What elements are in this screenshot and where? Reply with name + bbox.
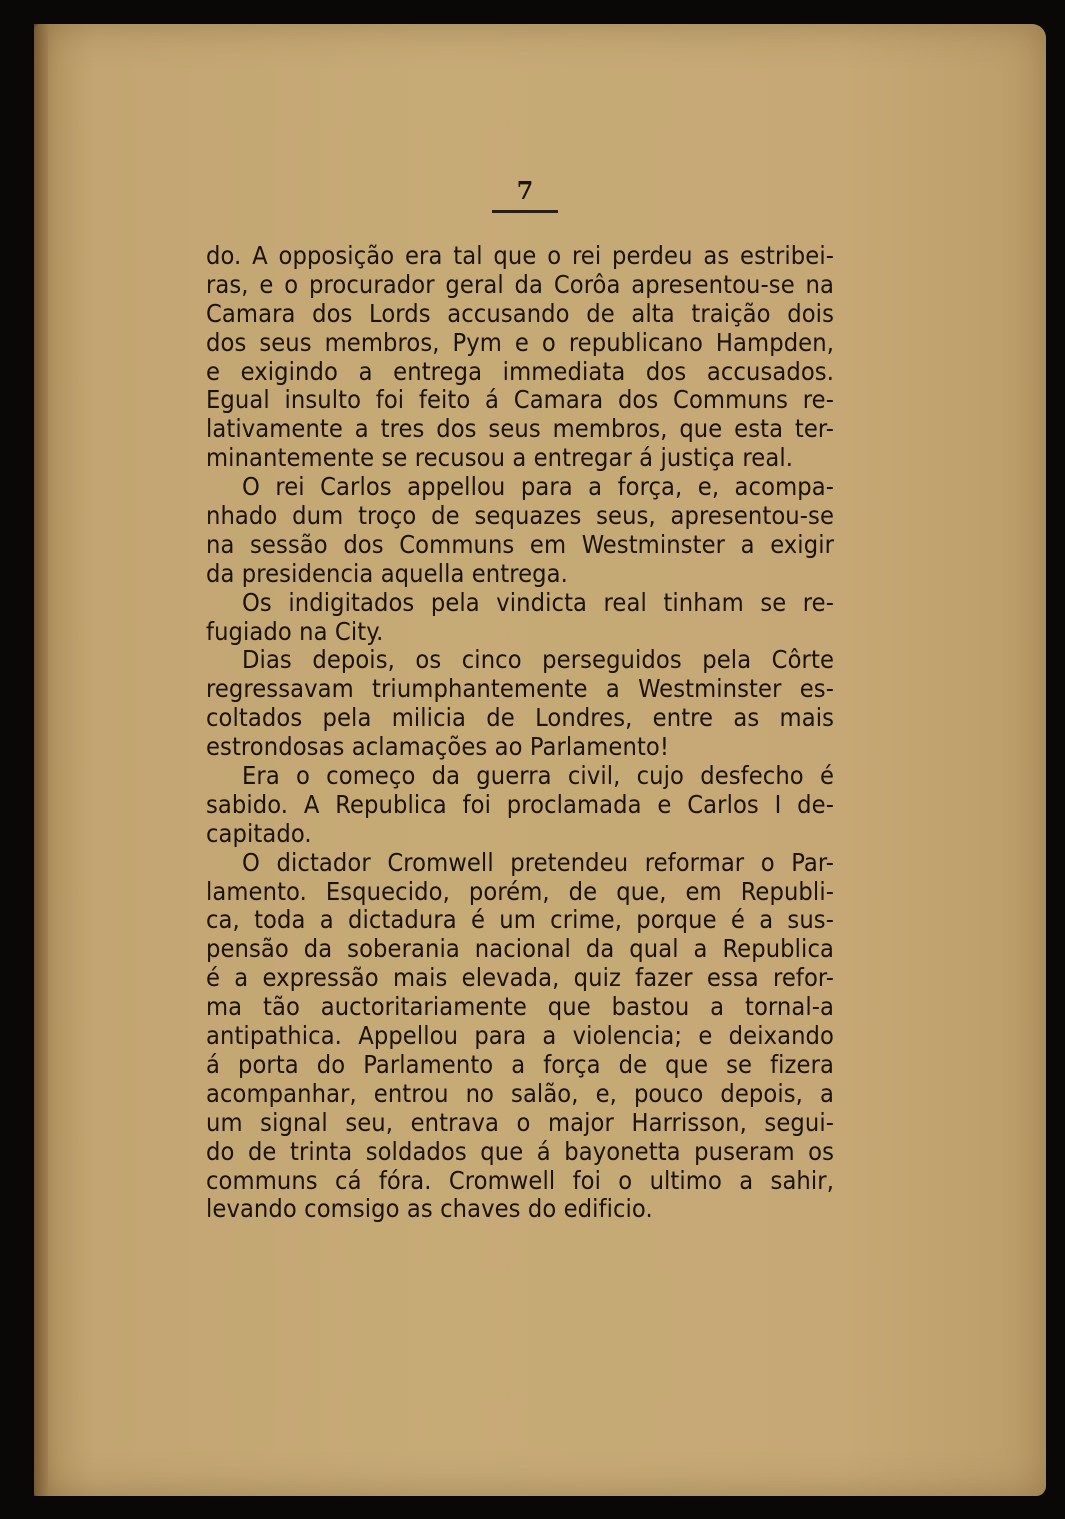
page-number-rule <box>492 210 558 213</box>
text-line: coltados pela milicia de Londres, entre as mais <box>206 703 834 733</box>
text-line: dos seus membros, Pym e o republicano Hampden, <box>206 327 834 357</box>
text-line: da presidencia aquella entrega. <box>206 558 568 588</box>
text-line: Dias depois, os cinco perseguidos pela Côrte <box>242 645 834 675</box>
text-line: Egual insulto foi feito á Camara dos Communs re- <box>206 385 834 415</box>
text-line: levando comsigo as chaves do edificio. <box>206 1194 653 1224</box>
page-number: 7 <box>516 176 534 205</box>
text-line: O dictador Cromwell pretendeu reformar o Par- <box>242 847 834 877</box>
text-line: capitado. <box>206 818 312 848</box>
text-line: e exigindo a entrega immediata dos accusados. <box>206 356 834 386</box>
text-line: Era o começo da guerra civil, cujo desfecho é <box>242 761 834 791</box>
text-line: O rei Carlos appellou para a força, e, acompa- <box>242 472 834 502</box>
text-line: fugiado na City. <box>206 616 384 646</box>
text-line: lativamente a tres dos seus membros, que esta ter- <box>206 414 834 444</box>
text-line: sabido. A Republica foi proclamada e Carlos I de- <box>206 789 834 819</box>
binding-edge <box>34 24 48 1496</box>
text-line: antipathica. Appellou para a violencia; e deixando <box>206 1021 834 1051</box>
text-line: estrondosas aclamações ao Parlamento! <box>206 732 670 762</box>
text-line: ras, e o procurador geral da Corôa apresentou-se na <box>206 269 834 299</box>
text-line: do. A opposição era tal que o rei perdeu as estribei- <box>206 241 834 270</box>
text-line: minantemente se recusou a entregar á justiça real. <box>206 443 794 473</box>
text-line: Os indigitados pela vindicta real tinham se re- <box>242 587 834 617</box>
text-line: communs cá fóra. Cromwell foi o ultimo a sahir, <box>206 1165 834 1195</box>
text-line: na sessão dos Communs em Westminster a exigir <box>206 529 834 559</box>
text-line: regressavam triumphantemente a Westminster es- <box>206 674 834 704</box>
body-text <box>206 242 834 1224</box>
text-line: acompanhar, entrou no salão, e, pouco depois, a <box>206 1078 834 1108</box>
text-line: pensão da soberania nacional da qual a Republica <box>206 934 834 964</box>
text-line: do de trinta soldados que á bayonetta puseram os <box>206 1136 834 1166</box>
text-line: um signal seu, entrava o major Harrisson, segui- <box>206 1107 834 1137</box>
text-line: Camara dos Lords accusando de alta traição dois <box>206 298 834 328</box>
text-line: ma tão auctoritariamente que bastou a tornal-a <box>206 992 834 1022</box>
text-line: é a expressão mais elevada, quiz fazer essa refor- <box>206 963 834 993</box>
text-line: nhado dum troço de sequazes seus, apresentou-se <box>206 501 834 531</box>
text-line: á porta do Parlamento a força de que se fizera <box>206 1049 834 1079</box>
text-line: lamento. Esquecido, porém, de que, em Republi- <box>206 876 834 906</box>
text-line: ca, toda a dictadura é um crime, porque é a sus- <box>206 905 834 935</box>
